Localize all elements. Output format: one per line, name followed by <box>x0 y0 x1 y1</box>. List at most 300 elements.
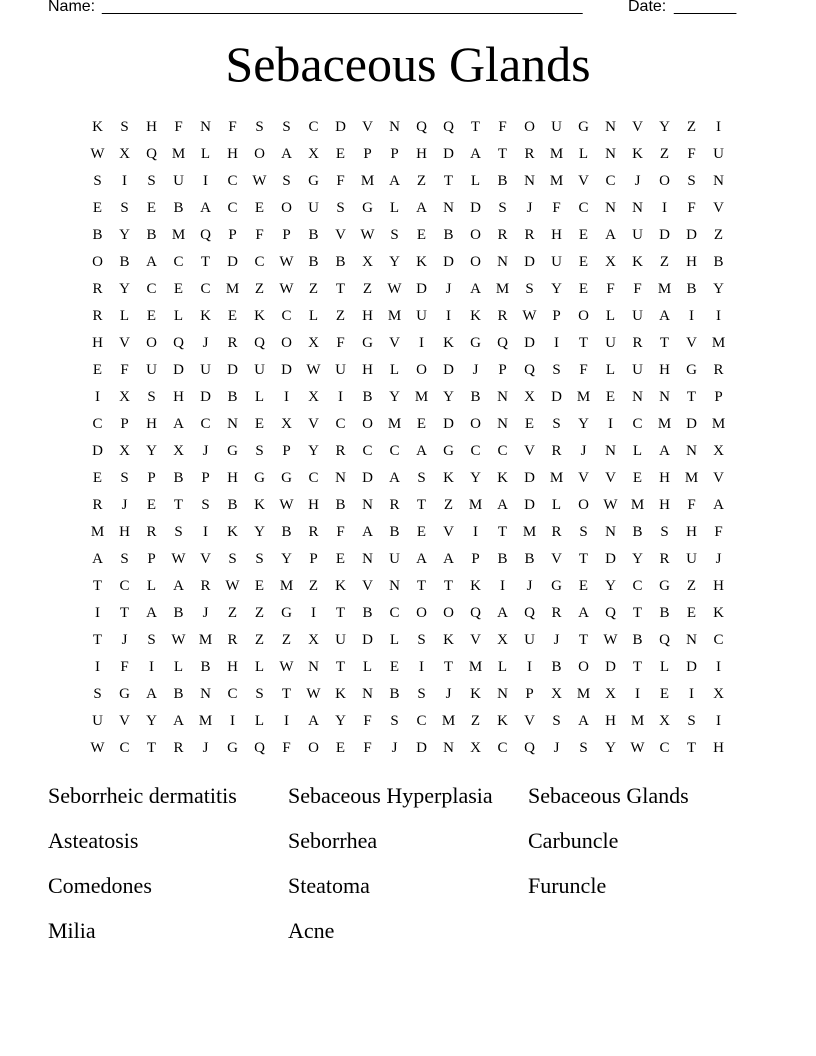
grid-letter: T <box>281 686 292 702</box>
grid-letter: B <box>146 227 157 243</box>
grid-letter: G <box>308 173 319 189</box>
grid-letter: E <box>605 389 616 405</box>
grid-row <box>84 573 732 600</box>
grid-letter: H <box>227 146 238 162</box>
word-list-item: Sebaceous Glands <box>528 783 689 808</box>
grid-letter: J <box>634 173 641 189</box>
grid-letter: T <box>335 605 346 621</box>
grid-letter: R <box>92 308 103 324</box>
grid-letter: R <box>524 227 535 243</box>
grid-letter: Z <box>308 578 319 594</box>
grid-letter: B <box>686 281 697 297</box>
grid-letter: F <box>498 119 507 135</box>
grid-letter: U <box>308 200 319 216</box>
grid-letter: V <box>578 470 589 486</box>
grid-letter: A <box>605 227 616 243</box>
grid-letter: N <box>632 200 643 216</box>
grid-letter: M <box>576 389 591 405</box>
grid-letter: E <box>146 200 157 216</box>
grid-letter: R <box>389 497 400 513</box>
grid-letter: L <box>605 308 616 324</box>
grid-letter: N <box>200 686 211 702</box>
grid-letter: G <box>119 686 130 702</box>
grid-letter: N <box>713 173 724 189</box>
grid-letter: A <box>146 686 157 702</box>
grid-letter: D <box>362 632 373 648</box>
grid-letter: P <box>390 146 399 162</box>
grid-letter: V <box>200 551 211 567</box>
grid-letter: Y <box>146 443 157 459</box>
grid-letter: T <box>335 281 346 297</box>
grid-letter: M <box>576 686 591 702</box>
grid-letter: A <box>416 551 427 567</box>
grid-letter: E <box>578 578 589 594</box>
grid-letter: N <box>443 200 454 216</box>
grid-letter: F <box>120 659 129 675</box>
grid-letter: T <box>470 119 481 135</box>
grid-letter: W <box>522 308 537 324</box>
grid-row <box>84 141 732 168</box>
grid-letter: Z <box>308 281 319 297</box>
grid-letter: H <box>605 713 616 729</box>
grid-letter: D <box>200 389 211 405</box>
grid-letter: O <box>470 416 481 432</box>
grid-letter: P <box>120 416 129 432</box>
grid-letter: N <box>659 389 670 405</box>
grid-row <box>84 492 732 519</box>
grid-letter: E <box>578 281 589 297</box>
grid-letter: E <box>227 308 238 324</box>
header <box>48 0 748 18</box>
grid-letter: D <box>227 254 238 270</box>
grid-letter: S <box>255 686 264 702</box>
grid-letter: D <box>470 200 481 216</box>
grid-letter: P <box>363 146 372 162</box>
grid-letter: O <box>470 227 481 243</box>
grid-letter: O <box>524 119 535 135</box>
grid-letter: Q <box>443 119 454 135</box>
grid-letter: E <box>146 308 157 324</box>
grid-letter: Z <box>254 605 265 621</box>
grid-letter: W <box>252 173 267 189</box>
grid-letter: F <box>120 362 129 378</box>
grid-letter: L <box>659 659 670 675</box>
grid-letter: M <box>549 470 564 486</box>
grid-letter: S <box>93 173 102 189</box>
grid-letter: O <box>281 200 292 216</box>
grid-letter: T <box>632 659 643 675</box>
grid-letter: C <box>227 686 238 702</box>
grid-letter: G <box>362 200 373 216</box>
grid-letter: X <box>524 389 535 405</box>
grid-letter: D <box>605 551 616 567</box>
grid-letter: S <box>579 740 588 756</box>
grid-letter: G <box>551 578 562 594</box>
grid-letter: D <box>443 254 454 270</box>
grid-letter: S <box>201 497 210 513</box>
grid-letter: O <box>362 416 373 432</box>
grid-letter: K <box>470 686 481 702</box>
grid-letter: U <box>173 173 184 189</box>
grid-letter: I <box>527 659 532 675</box>
grid-letter: T <box>443 578 454 594</box>
grid-letter: U <box>686 551 697 567</box>
grid-letter: W <box>279 659 294 675</box>
grid-letter: A <box>281 146 292 162</box>
grid-letter: T <box>686 389 697 405</box>
grid-letter: F <box>363 740 372 756</box>
grid-letter: M <box>198 713 213 729</box>
grid-letter: N <box>605 524 616 540</box>
grid-letter: S <box>579 524 588 540</box>
grid-letter: M <box>387 416 402 432</box>
grid-letter: T <box>200 254 211 270</box>
grid-letter: N <box>605 200 616 216</box>
grid-letter: M <box>279 578 294 594</box>
grid-letter: E <box>416 227 427 243</box>
grid-letter: I <box>230 713 235 729</box>
grid-letter: C <box>200 416 211 432</box>
grid-letter: Q <box>605 605 616 621</box>
grid-letter: M <box>360 173 375 189</box>
grid-letter: W <box>603 632 618 648</box>
grid-letter: M <box>90 524 105 540</box>
grid-letter: I <box>95 659 100 675</box>
grid-letter: C <box>713 632 724 648</box>
grid-letter: L <box>470 173 481 189</box>
grid-letter: Q <box>254 740 265 756</box>
grid-letter: M <box>225 281 240 297</box>
grid-letter: A <box>389 470 400 486</box>
grid-letter: E <box>389 659 400 675</box>
grid-letter: S <box>282 119 291 135</box>
grid-letter: K <box>497 470 508 486</box>
grid-row <box>84 114 732 141</box>
grid-letter: V <box>119 713 130 729</box>
grid-letter: N <box>605 443 616 459</box>
grid-row <box>84 681 732 708</box>
grid-letter: E <box>416 524 427 540</box>
grid-letter: V <box>686 335 697 351</box>
grid-letter: B <box>632 524 643 540</box>
grid-letter: G <box>254 470 265 486</box>
grid-letter: P <box>714 389 723 405</box>
grid-letter: N <box>200 119 211 135</box>
grid-letter: V <box>119 335 130 351</box>
grid-letter: I <box>284 389 289 405</box>
grid-letter: O <box>578 308 589 324</box>
grid-letter: L <box>254 659 265 675</box>
grid-letter: V <box>389 335 400 351</box>
grid-letter: F <box>606 281 615 297</box>
grid-letter: B <box>551 659 562 675</box>
grid-letter: J <box>445 686 452 702</box>
grid-letter: R <box>524 146 535 162</box>
grid-letter: M <box>198 632 213 648</box>
grid-letter: H <box>308 497 319 513</box>
grid-letter: B <box>92 227 103 243</box>
grid-letter: L <box>146 578 157 594</box>
grid-letter: R <box>713 362 724 378</box>
grid-letter: L <box>254 389 265 405</box>
grid-letter: W <box>306 362 321 378</box>
grid-letter: S <box>174 524 183 540</box>
grid-letter: H <box>362 362 373 378</box>
grid-letter: H <box>659 362 670 378</box>
grid-letter: E <box>146 497 157 513</box>
grid-letter: D <box>335 119 346 135</box>
grid-letter: F <box>687 146 696 162</box>
grid-letter: R <box>551 524 562 540</box>
grid-letter: P <box>309 551 318 567</box>
grid-letter: K <box>632 146 643 162</box>
grid-letter: X <box>308 146 319 162</box>
grid-letter: K <box>92 119 103 135</box>
grid-row <box>84 627 732 654</box>
grid-letter: J <box>202 335 209 351</box>
grid-letter: B <box>389 524 400 540</box>
grid-letter: I <box>716 119 721 135</box>
grid-letter: I <box>689 308 694 324</box>
grid-letter: J <box>202 443 209 459</box>
grid-letter: S <box>255 119 264 135</box>
grid-letter: S <box>660 524 669 540</box>
grid-letter: E <box>524 416 535 432</box>
grid-letter: A <box>146 254 157 270</box>
grid-letter: I <box>149 659 154 675</box>
grid-letter: I <box>554 335 559 351</box>
grid-letter: Z <box>659 146 670 162</box>
grid-letter: U <box>416 308 427 324</box>
grid-letter: C <box>605 173 616 189</box>
grid-letter: F <box>255 227 264 243</box>
grid-letter: J <box>715 551 722 567</box>
grid-letter: Y <box>335 713 346 729</box>
grid-letter: F <box>228 119 237 135</box>
grid-letter: Z <box>659 254 670 270</box>
grid-letter: Z <box>335 308 346 324</box>
grid-letter: E <box>254 200 265 216</box>
grid-letter: J <box>553 740 560 756</box>
grid-row <box>84 195 732 222</box>
word-list-item: Steatoma <box>288 873 370 898</box>
grid-letter: C <box>416 713 427 729</box>
grid-letter: X <box>362 254 373 270</box>
grid-letter: Z <box>713 227 724 243</box>
grid-letter: E <box>92 470 103 486</box>
grid-letter: A <box>173 578 184 594</box>
word-list-item: Carbuncle <box>528 828 619 853</box>
grid-letter: C <box>227 173 238 189</box>
grid-letter: T <box>335 659 346 675</box>
grid-letter: J <box>121 632 128 648</box>
grid-letter: F <box>552 200 561 216</box>
grid-letter: S <box>120 470 129 486</box>
grid-letter: J <box>472 362 479 378</box>
grid-letter: D <box>524 470 535 486</box>
grid-letter: A <box>362 524 373 540</box>
grid-letter: C <box>497 443 508 459</box>
grid-letter: U <box>632 308 643 324</box>
grid-letter: L <box>173 308 184 324</box>
grid-letter: V <box>713 200 724 216</box>
date-field-line: _______ <box>674 0 737 15</box>
grid-letter: S <box>336 200 345 216</box>
grid-letter: E <box>578 227 589 243</box>
grid-letter: Z <box>362 281 373 297</box>
grid-letter: G <box>578 119 589 135</box>
word-list-item: Comedones <box>48 873 152 898</box>
grid-letter: H <box>416 146 427 162</box>
grid-letter: C <box>497 740 508 756</box>
grid-letter: N <box>497 254 508 270</box>
grid-letter: U <box>524 632 535 648</box>
grid-letter: C <box>335 416 346 432</box>
grid-letter: C <box>119 578 130 594</box>
grid-letter: L <box>362 659 373 675</box>
grid-letter: X <box>470 740 481 756</box>
grid-letter: X <box>713 686 724 702</box>
grid-letter: P <box>228 227 237 243</box>
name-field-line: ______________________________________________________ <box>102 0 583 15</box>
grid-letter: Y <box>308 443 319 459</box>
word-list-item: Sebaceous Hyperplasia <box>288 783 493 808</box>
grid-row <box>84 168 732 195</box>
grid-letter: B <box>524 551 535 567</box>
grid-letter: M <box>630 713 645 729</box>
grid-letter: J <box>526 578 533 594</box>
grid-letter: B <box>308 227 319 243</box>
grid-letter: H <box>713 740 724 756</box>
grid-letter: N <box>632 389 643 405</box>
grid-letter: X <box>497 632 508 648</box>
grid-letter: H <box>146 119 157 135</box>
grid-letter: F <box>336 524 345 540</box>
grid-letter: D <box>686 659 697 675</box>
grid-letter: E <box>254 578 265 594</box>
grid-letter: C <box>578 200 589 216</box>
grid-letter: C <box>227 200 238 216</box>
word-list-item: Seborrhea <box>288 828 378 853</box>
grid-letter: R <box>173 740 184 756</box>
grid-letter: L <box>551 497 562 513</box>
grid-letter: A <box>470 281 481 297</box>
grid-letter: P <box>498 362 507 378</box>
grid-letter: D <box>443 146 454 162</box>
grid-letter: E <box>254 416 265 432</box>
grid-letter: P <box>552 308 561 324</box>
grid-letter: G <box>470 335 481 351</box>
letter-grid <box>84 114 732 762</box>
grid-letter: V <box>713 470 724 486</box>
grid-letter: Y <box>605 578 616 594</box>
grid-letter: H <box>686 524 697 540</box>
grid-letter: O <box>578 659 589 675</box>
grid-letter: G <box>362 335 373 351</box>
grid-letter: X <box>713 443 724 459</box>
grid-letter: E <box>659 686 670 702</box>
grid-letter: O <box>578 497 589 513</box>
grid-letter: K <box>443 335 454 351</box>
grid-letter: W <box>171 632 186 648</box>
grid-letter: Z <box>686 578 697 594</box>
grid-letter: F <box>282 740 291 756</box>
grid-letter: V <box>443 524 454 540</box>
grid-letter: D <box>524 497 535 513</box>
grid-letter: P <box>201 470 210 486</box>
grid-letter: H <box>713 578 724 594</box>
grid-letter: N <box>497 416 508 432</box>
grid-letter: A <box>497 605 508 621</box>
grid-letter: G <box>227 443 238 459</box>
grid-letter: W <box>279 281 294 297</box>
grid-letter: N <box>362 497 373 513</box>
grid-letter: X <box>119 443 130 459</box>
grid-letter: X <box>659 713 670 729</box>
grid-letter: D <box>686 416 697 432</box>
name-label: Name: <box>48 0 96 15</box>
grid-letter: F <box>687 497 696 513</box>
grid-letter: D <box>443 362 454 378</box>
grid-letter: M <box>711 416 726 432</box>
grid-row <box>84 735 732 762</box>
page-title: Sebaceous Glands <box>225 36 591 92</box>
grid-letter: H <box>362 308 373 324</box>
grid-letter: Z <box>686 119 697 135</box>
grid-letter: U <box>335 362 346 378</box>
grid-letter: Q <box>416 119 427 135</box>
grid-letter: R <box>659 551 670 567</box>
grid-letter: E <box>92 362 103 378</box>
grid-letter: I <box>716 713 721 729</box>
grid-letter: R <box>92 281 103 297</box>
grid-letter: C <box>119 740 130 756</box>
grid-letter: M <box>657 416 672 432</box>
grid-row <box>84 708 732 735</box>
grid-letter: Q <box>200 227 211 243</box>
grid-letter: P <box>471 551 480 567</box>
grid-letter: S <box>255 443 264 459</box>
grid-letter: M <box>414 389 429 405</box>
grid-letter: Y <box>659 119 670 135</box>
grid-letter: D <box>281 362 292 378</box>
grid-letter: N <box>524 173 535 189</box>
grid-letter: I <box>635 686 640 702</box>
grid-letter: W <box>90 740 105 756</box>
grid-letter: S <box>498 200 507 216</box>
grid-letter: E <box>686 605 697 621</box>
grid-letter: M <box>630 497 645 513</box>
grid-letter: B <box>632 632 643 648</box>
grid-letter: D <box>443 416 454 432</box>
grid-letter: B <box>362 605 373 621</box>
grid-letter: S <box>525 281 534 297</box>
grid-letter: O <box>443 605 454 621</box>
grid-letter: Y <box>146 713 157 729</box>
grid-letter: X <box>119 146 130 162</box>
grid-letter: A <box>416 200 427 216</box>
grid-letter: I <box>716 659 721 675</box>
grid-letter: I <box>203 173 208 189</box>
grid-letter: Q <box>254 335 265 351</box>
grid-letter: S <box>120 551 129 567</box>
grid-letter: S <box>282 173 291 189</box>
grid-letter: X <box>308 335 319 351</box>
grid-letter: L <box>173 659 184 675</box>
grid-letter: I <box>689 686 694 702</box>
grid-letter: O <box>308 740 319 756</box>
grid-letter: X <box>119 389 130 405</box>
